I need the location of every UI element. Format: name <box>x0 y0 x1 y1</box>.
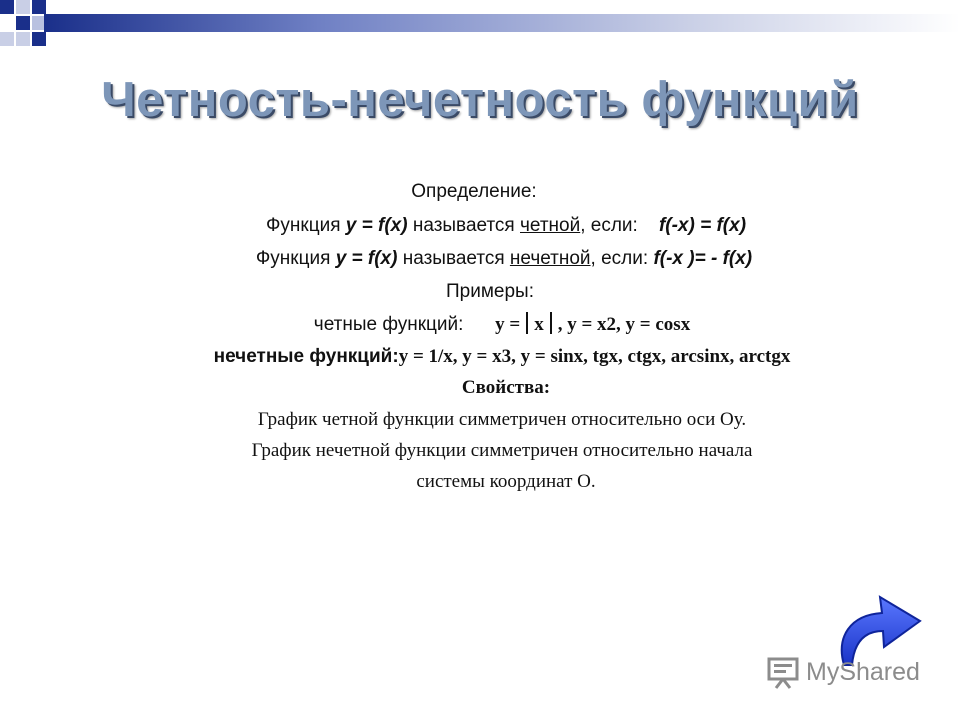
even-suffix: , если: <box>580 215 638 236</box>
even-condition: f(-x) = f(x) <box>658 215 747 236</box>
property-even: График четной функции симметричен относительно оси Оу. <box>257 409 747 430</box>
even-examples <box>22 312 960 337</box>
even-y-eq: y = <box>495 314 521 335</box>
property-odd: График нечетной функции симметричен относительно начала <box>251 440 753 461</box>
presentation-board-icon <box>766 655 800 689</box>
even-term: четной <box>520 215 581 236</box>
definition-heading: Определение: <box>411 181 537 202</box>
odd-func: y = f(x) <box>335 248 398 269</box>
odd-middle: называется <box>402 248 505 269</box>
abs-bar-left <box>526 312 528 334</box>
odd-prefix: Функция <box>255 248 331 269</box>
odd-examples-label: нечетные функций: <box>213 346 399 367</box>
even-func: y = f(x) <box>345 215 408 236</box>
examples-heading: Примеры: <box>446 281 534 302</box>
even-definition <box>26 214 960 238</box>
even-examples-rest: , y = x2, y = cosx <box>557 314 691 335</box>
myshared-watermark <box>766 652 920 692</box>
odd-examples <box>22 345 960 369</box>
even-abs-x: x <box>534 314 544 335</box>
watermark-text: MyShared <box>806 657 920 686</box>
properties-heading: Свойства: <box>461 377 551 398</box>
odd-condition: f(-x )= - f(x) <box>653 248 753 269</box>
odd-term: нечетной <box>509 248 591 269</box>
odd-suffix: , если: <box>590 248 649 269</box>
even-middle: называется <box>412 215 515 236</box>
even-examples-label: четные функций: <box>313 314 464 335</box>
abs-bar-right <box>550 312 552 334</box>
odd-definition <box>24 247 960 271</box>
slide-title: Четность-нечетность функций <box>101 73 859 127</box>
property-odd-cont: системы координат О. <box>416 471 596 492</box>
even-prefix: Функция <box>265 215 341 236</box>
odd-examples-list: y = 1/x, y = x3, y = sinx, tgx, ctgx, arcsinx, arctgx <box>398 346 791 367</box>
header-gradient-bar <box>44 14 960 32</box>
